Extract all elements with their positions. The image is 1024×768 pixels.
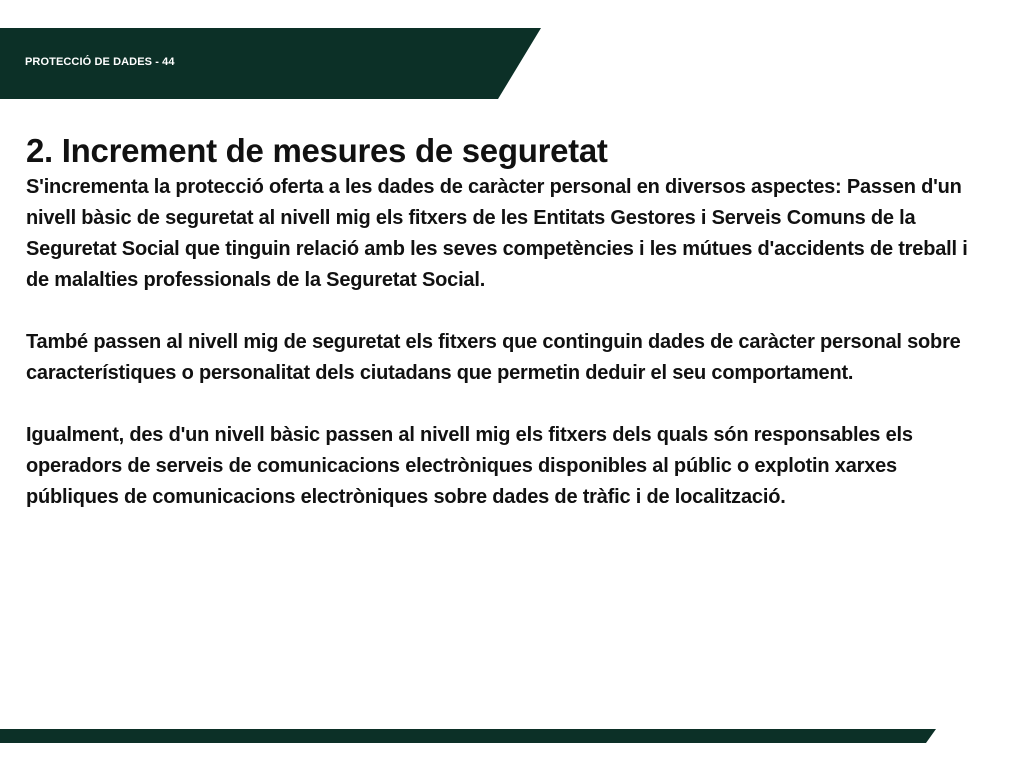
slide-title: 2. Increment de mesures de seguretat — [26, 132, 608, 169]
header-label: PROTECCIÓ DE DADES - 44 — [25, 56, 175, 68]
footer-band — [0, 729, 936, 743]
paragraph-2: També passen al nivell mig de seguretat els fitxers que continguin dades de caràcter personal sobre característiques o personalitat dels ciutadans que permetin deduir el seu comportament. — [26, 331, 961, 384]
footer-band-shape — [0, 729, 936, 743]
slide-content — [26, 130, 986, 513]
paragraph-1: S'incrementa la protecció oferta a les dades de caràcter personal en diversos aspectes: Passen d'un nivell bàsic de seguretat al nivell mig els fitxers de les Entitats Gestores i Serveis Comuns de la Seguretat Social que tinguin relació amb les seves competències i les mútues d'accidents de treball i de malalties professionals de la Seguretat Social. — [26, 176, 968, 291]
paragraph-3: Igualment, des d'un nivell bàsic passen al nivell mig els fitxers dels quals són responsables els operadors de serveis de comunicacions electròniques disponibles al públic o explotin xarxes públiques de comunicacions electròniques sobre dades de tràfic i de localització. — [26, 424, 913, 508]
